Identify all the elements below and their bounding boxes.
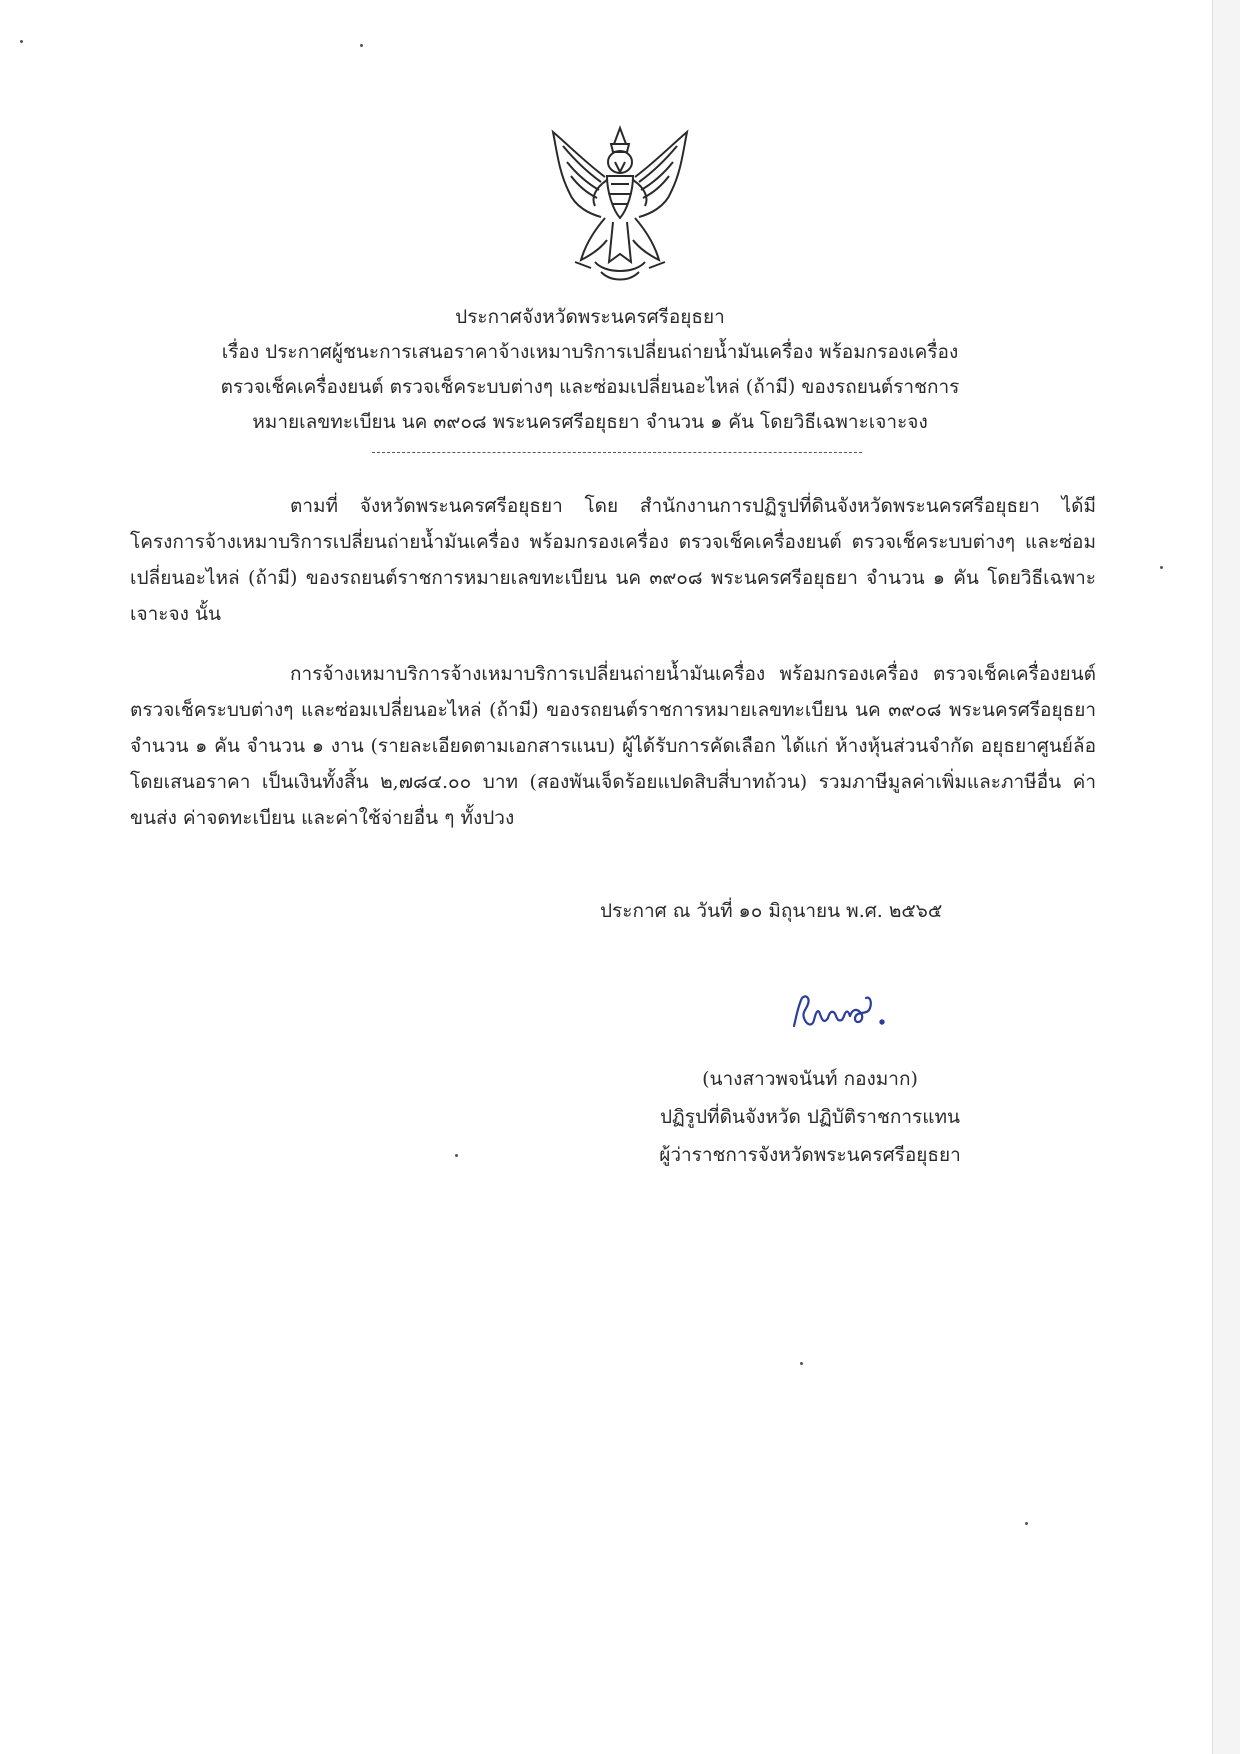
subject-line-2: ตรวจเช็คเครื่องยนต์ ตรวจเช็คระบบต่างๆ และซ่อมเปลี่ยนอะไหล่ (ถ้ามี) ของรถยนต์ราชการ xyxy=(220,376,960,398)
announcement-header xyxy=(140,300,1040,440)
subject-line-1: เรื่อง ประกาศผู้ชนะการเสนอราคาจ้างเหมาบริการเปลี่ยนถ่ายน้ำมันเครื่อง พร้อมกรองเครื่อง xyxy=(221,341,959,363)
scan-speck xyxy=(20,40,23,43)
body-paragraph-2: การจ้างเหมาบริการจ้างเหมาบริการเปลี่ยนถ่ายน้ำมันเครื่อง พร้อมกรองเครื่อง ตรวจเช็คเครื่องยนต์ ตรวจเช็คระบบต่างๆ และซ่อมเปลี่ยนอะไหล่ (ถ้ามี) ของรถยนต์ราชการหมายเลขทะเบียน นค ๓๙๐๘ พระนครศรีอยุธยา จำนวน ๑ คัน จำนวน ๑ งาน (รายละเอียดตามเอกสารแนบ) ผู้ได้รับการคัดเลือก ได้แก่ ห้างหุ้นส่วนจำกัด อยุธยาศูนย์ล้อ โดยเสนอราคา เป็นเงินทั้งสิ้น ๒,๗๘๔.๐๐ บาท (สองพันเจ็ดร้อยแปดสิบสี่บาทถ้วน) รวมภาษีมูลค่าเพิ่มและภาษีอื่น ค่าขนส่ง ค่าจดทะเบียน และค่าใช้จ่ายอื่น ๆ ทั้งปวง xyxy=(130,663,1096,829)
announcement-title: ประกาศจังหวัดพระนครศรีอยุธยา xyxy=(455,306,725,328)
scan-speck xyxy=(1025,1522,1028,1525)
signer-block xyxy=(560,1060,1060,1174)
scan-speck xyxy=(1160,566,1163,569)
scan-speck xyxy=(455,1154,458,1157)
scan-speck xyxy=(360,44,363,47)
signer-position-1: ปฏิรูปที่ดินจังหวัด ปฏิบัติราชการแทน xyxy=(659,1106,961,1128)
body-paragraph-1: ตามที่ จังหวัดพระนครศรีอยุธยา โดย สำนักงานการปฏิรูปที่ดินจังหวัดพระนครศรีอยุธยา ได้มีโครงการจ้างเหมาบริการเปลี่ยนถ่ายน้ำมันเครื่อง พร้อมกรองเครื่อง ตรวจเช็คเครื่องยนต์ ตรวจเช็คระบบต่างๆ และซ่อมเปลี่ยนอะไหล่ (ถ้ามี) ของรถยนต์ราชการหมายเลขทะเบียน นค ๓๙๐๘ พระนครศรีอยุธยา จำนวน ๑ คัน โดยวิธีเฉพาะเจาะจง นั้น xyxy=(130,495,1096,625)
garuda-emblem-icon xyxy=(535,122,705,292)
signer-name: (นางสาวพจนันท์ กองมาก) xyxy=(702,1068,918,1090)
scan-speck xyxy=(800,1362,803,1365)
announcement-date: ประกาศ ณ วันที่ ๑๐ มิถุนายน พ.ศ. ๒๕๖๕ xyxy=(600,900,943,922)
signer-position-2: ผู้ว่าราชการจังหวัดพระนครศรีอยุธยา xyxy=(659,1144,961,1166)
subject-line-3: หมายเลขทะเบียน นค ๓๙๐๘ พระนครศรีอยุธยา จำนวน ๑ คัน โดยวิธีเฉพาะเจาะจง xyxy=(252,411,928,433)
dashed-separator xyxy=(372,452,862,453)
handwritten-signature xyxy=(790,988,900,1038)
